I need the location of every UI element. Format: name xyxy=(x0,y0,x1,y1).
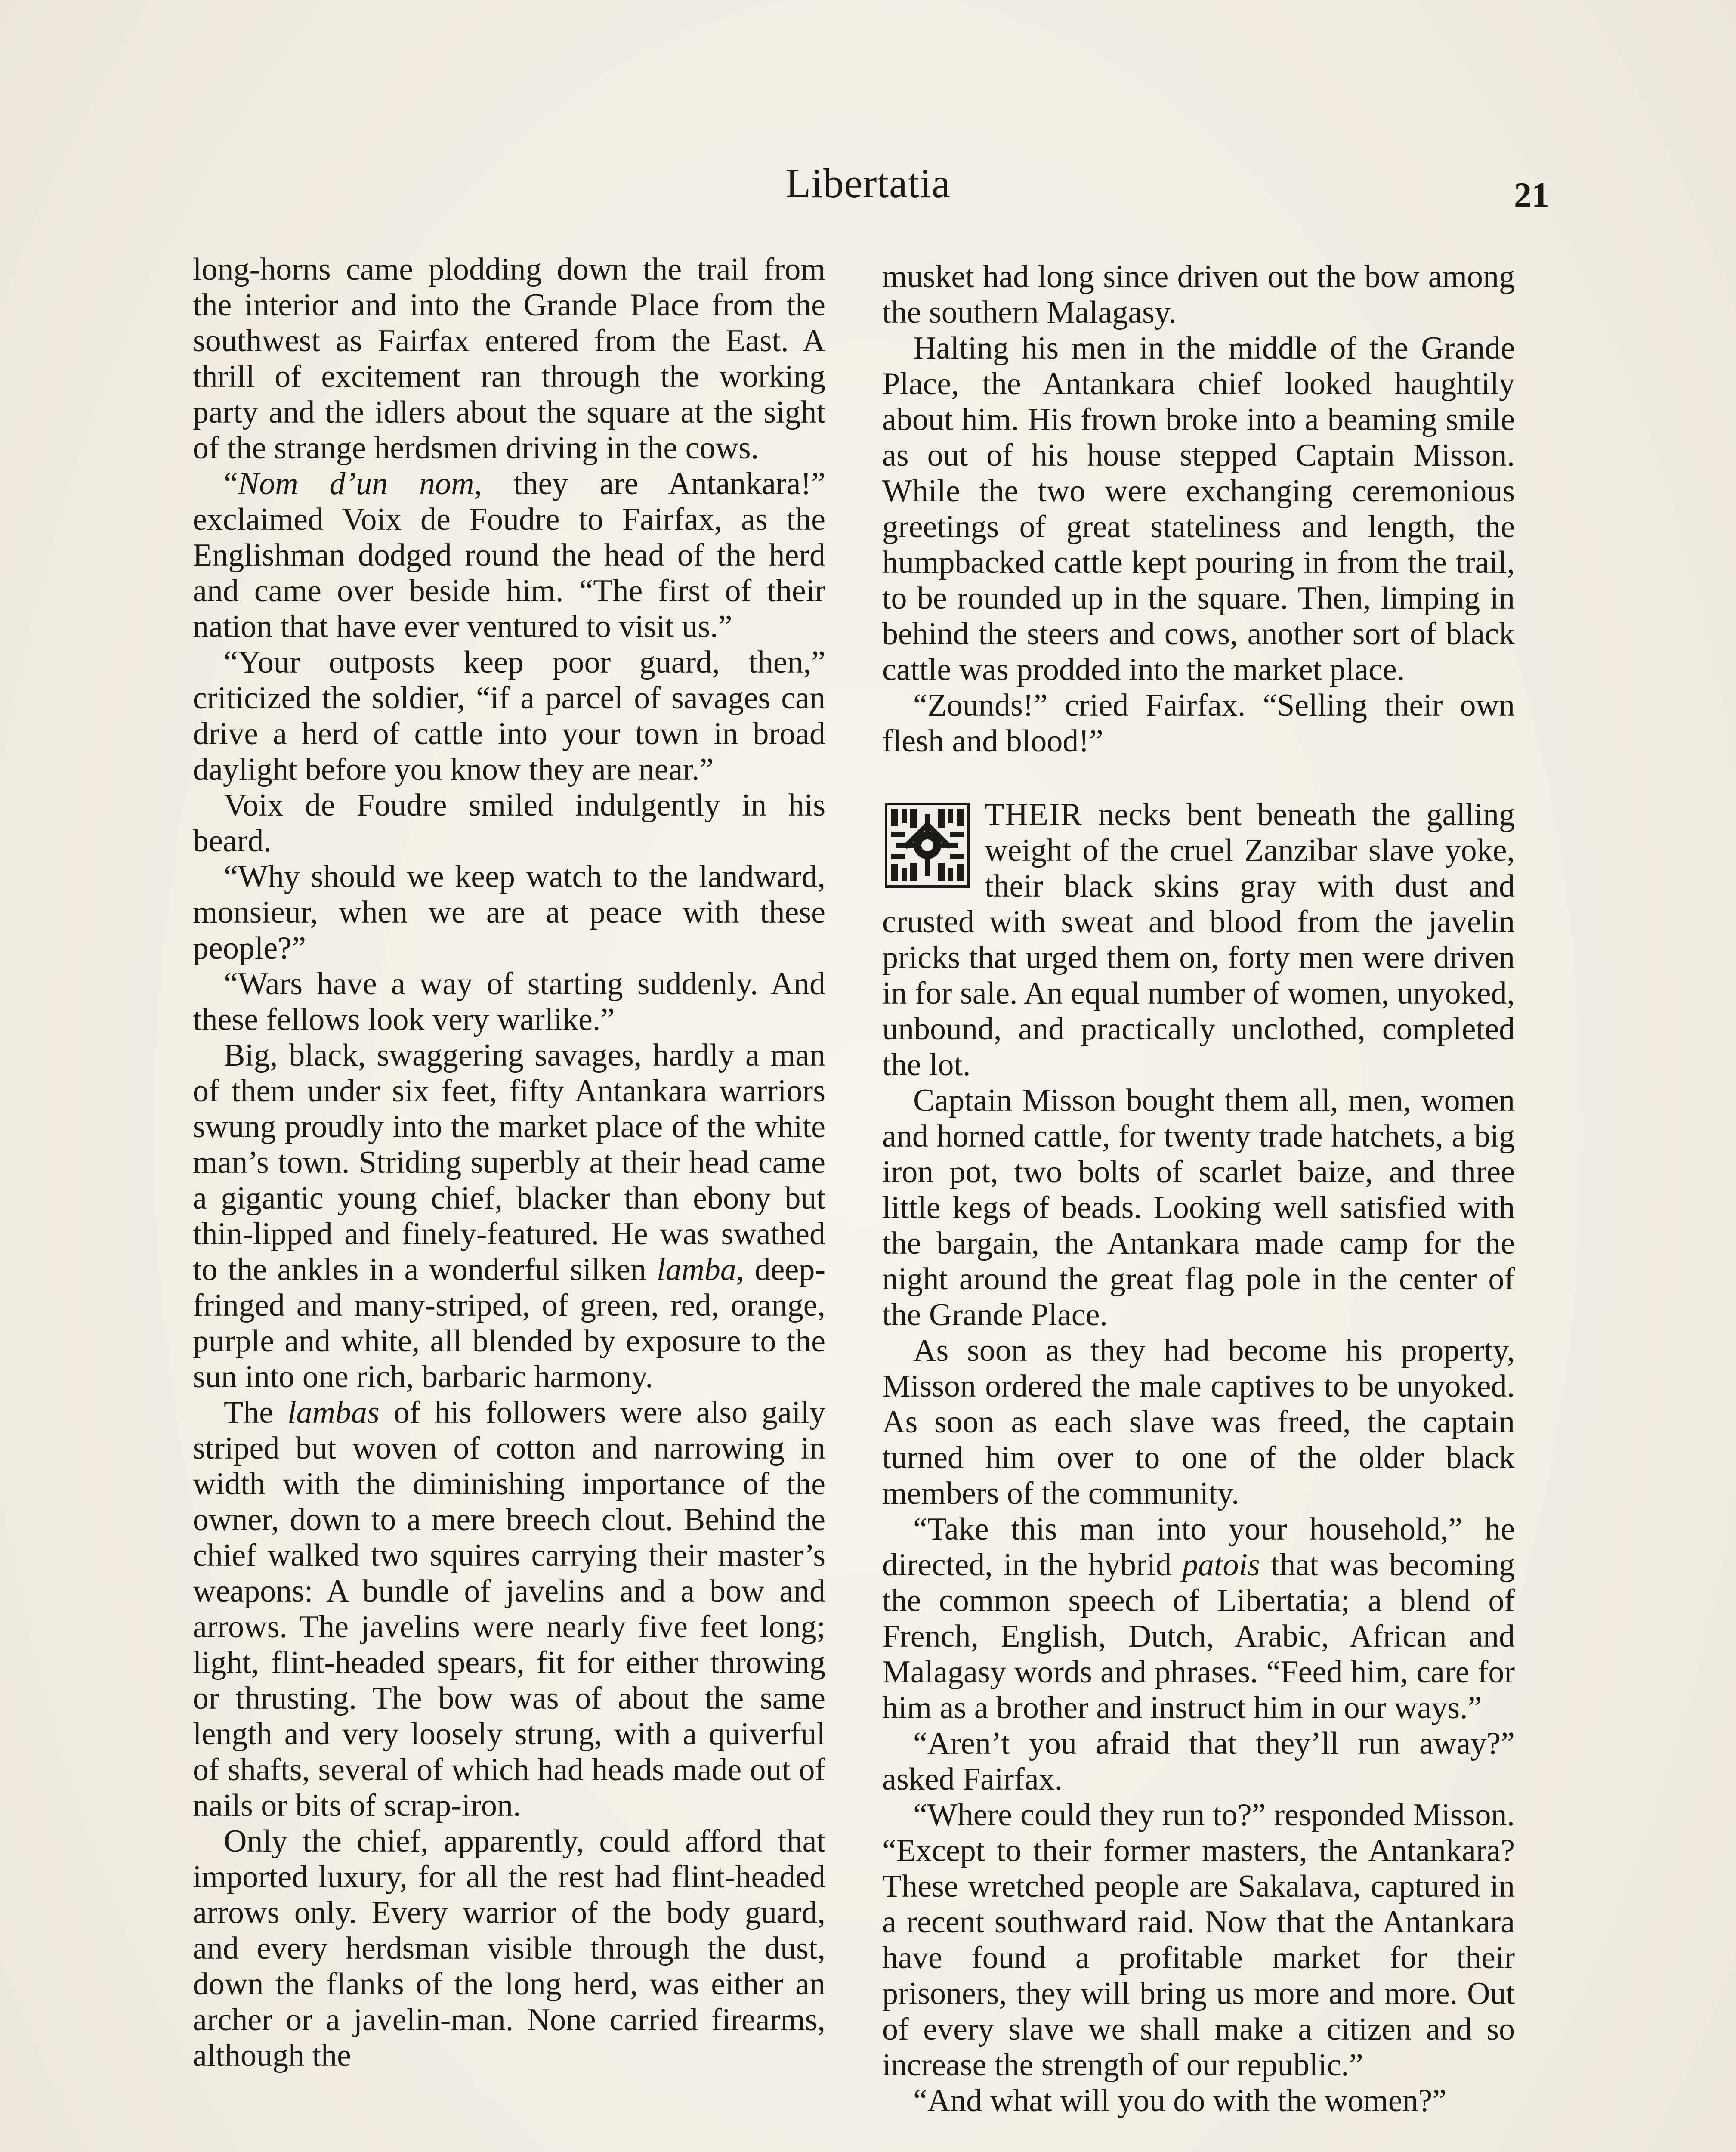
paragraph: Voix de Foudre smiled indulgently in his beard. xyxy=(193,788,825,859)
paragraph: “Why should we keep watch to the landward, monsieur, when we are at peace with these people?” xyxy=(193,859,825,966)
paragraph: THEIR necks bent beneath the galling weight of the cruel Zanzibar slave yoke, their black skins gray with dust and crusted with sweat and blood from the javelin pricks that urged them on, forty men were driven in for sale. An equal number of women, unyoked, unbound, and practically unclothed, completed the lot. xyxy=(882,797,1515,1082)
paragraph: Halting his men in the middle of the Grande Place, the Antankara chief looked haughtily about him. His frown broke into a beaming smile as out of his house stepped Captain Misson. While the two were exchanging ceremonious greetings of great stateliness and length, the humpbacked cattle kept pouring in from the trail, to be rounded up in the square. Then, limping in behind the steers and cows, another sort of black cattle was prodded into the market place. xyxy=(882,331,1515,687)
left-text-column xyxy=(193,252,825,2074)
paragraph: “Wars have a way of starting suddenly. And these fellows look very warlike.” xyxy=(193,966,825,1037)
paragraph: Only the chief, apparently, could afford that imported luxury, for all the rest had flint-headed arrows only. Every warrior of the body guard, and every herdsman visible through the dust, down the flanks of the long herd, was either an archer or a javelin-man. None carried firearms, although the xyxy=(193,1824,825,2073)
running-title: Libertatia xyxy=(785,160,951,206)
paragraph: The lambas of his followers were also gaily striped but woven of cotton and narrowing in width with the diminishing importance of the owner, down to a mere breech clout. Behind the chief walked two squires carrying their master’s weapons: A bundle of javelins and a bow and arrows. The javelins were nearly five feet long; light, flint-headed spears, fit for either throwing or thrusting. The bow was of about the same length and very loosely strung, with a quiverful of shafts, several of which had heads made out of nails or bits of scrap-iron. xyxy=(193,1395,825,1823)
page-number: 21 xyxy=(1514,175,1549,214)
paragraph: As soon as they had become his property, Misson ordered the male captives to be unyoked. As soon as each slave was freed, the captain turned him over to one of the older black members of the community. xyxy=(882,1333,1515,1511)
paragraph: “Where could they run to?” responded Misson. “Except to their former masters, the Antankara? These wretched people are Sakalava, captured in a recent southward raid. Now that the Antankara have found a profitable market for their prisoners, they will bring us more and more. Out of every slave we shall make a citizen and so increase the strength of our republic.” xyxy=(882,1797,1515,2083)
paragraph: musket had long since driven out the bow among the southern Malagasy. xyxy=(882,259,1515,330)
ornamental-dropcap-icon xyxy=(882,802,973,888)
paragraph: “Your outposts keep poor guard, then,” criticized the soldier, “if a parcel of savages can drive a herd of cattle into your town in broad daylight before you know they are near.” xyxy=(193,645,825,787)
paragraph: “Nom d’un nom, they are Antankara!” exclaimed Voix de Foudre to Fairfax, as the Englishman dodged round the head of the herd and came over beside him. “The first of their nation that have ever ventured to visit us.” xyxy=(193,466,825,644)
paragraph: “Zounds!” cried Fairfax. “Selling their own flesh and blood!” xyxy=(882,688,1515,759)
paragraph: long-horns came plodding down the trail from the interior and into the Grande Place from the southwest as Fairfax entered from the East. A thrill of excitement ran through the working party and the idlers about the square at the sight of the strange herdsmen driving in the cows. xyxy=(193,252,825,466)
paragraph: “Take this man into your household,” he directed, in the hybrid patois that was becoming the common speech of Libertatia; a blend of French, English, Dutch, Arabic, African and Malagasy words and phrases. “Feed him, care for him as a brother and instruct him in our ways.” xyxy=(882,1512,1515,1725)
paragraph: Captain Misson bought them all, men, women and horned cattle, for twenty trade hatchets, a big iron pot, two bolts of scarlet baize, and three little kegs of beads. Looking well satisfied with the bargain, the Antankara made camp for the night around the great flag pole in the center of the Grande Place. xyxy=(882,1083,1515,1333)
right-text-column xyxy=(882,259,1515,2119)
paragraph: “Aren’t you afraid that they’ll run away?” asked Fairfax. xyxy=(882,1726,1515,1797)
paragraph: Big, black, swaggering savages, hardly a man of them under six feet, fifty Antankara warriors swung proudly into the market place of the white man’s town. Striding superbly at their head came a gigantic young chief, blacker than ebony but thin-lipped and finely-featured. He was swathed to the ankles in a wonderful silken lamba, deep-fringed and many-striped, of green, red, orange, purple and white, all blended by exposure to the sun into one rich, barbaric harmony. xyxy=(193,1038,825,1394)
paragraph: “And what will you do with the women?” xyxy=(913,2083,1447,2118)
